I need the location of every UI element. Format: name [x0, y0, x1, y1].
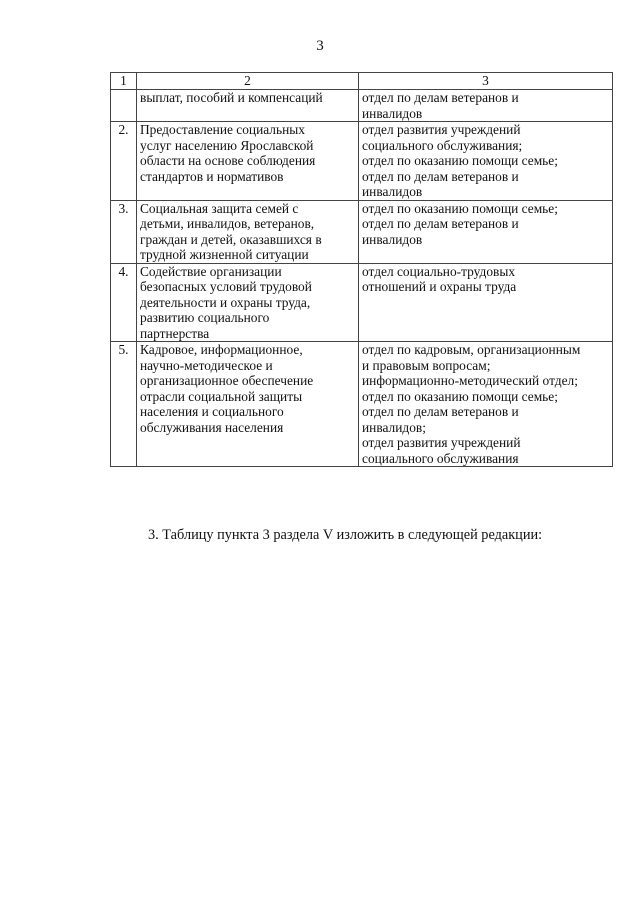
row-departments: отдел социально-трудовых отношений и охраны труда	[359, 263, 613, 342]
row-number: 3.	[111, 200, 137, 263]
row-number: 4.	[111, 263, 137, 342]
table-row	[111, 200, 613, 263]
row-number	[111, 90, 137, 122]
row-description: выплат, пособий и компенсаций	[137, 90, 359, 122]
row-departments: отдел по оказанию помощи семье; отдел по делам ветеранов и инвалидов	[359, 200, 613, 263]
header-cell: 1	[111, 73, 137, 90]
row-number: 2.	[111, 122, 137, 201]
row-description: Содействие организации безопасных условий трудовой деятельности и охраны труда, развитию социального партнерства	[137, 263, 359, 342]
amendment-paragraph: 3. Таблицу пункта 3 раздела V изложить в следующей редакции:	[148, 527, 543, 543]
row-departments: отдел по кадровым, организационным и правовым вопросам; информационно-методический отдел; отдел по оказанию помощи семье; отдел по делам ветеранов и инвалидов; отдел развития учреждений социального обслуживания	[359, 342, 613, 467]
table-header-row	[111, 73, 613, 90]
header-cell: 3	[359, 73, 613, 90]
row-description: Предоставление социальных услуг населению Ярославской области на основе соблюдения стандартов и нормативов	[137, 122, 359, 201]
row-departments: отдел развития учреждений социального обслуживания; отдел по оказанию помощи семье; отдел по делам ветеранов и инвалидов	[359, 122, 613, 201]
table-row	[111, 90, 613, 122]
header-cell: 2	[137, 73, 359, 90]
table-row	[111, 263, 613, 342]
row-number: 5.	[111, 342, 137, 467]
departments-table	[110, 72, 613, 467]
table-row	[111, 122, 613, 201]
row-description: Кадровое, информационное, научно-методическое и организационное обеспечение отрасли социальной защиты населения и социального обслуживания населения	[137, 342, 359, 467]
row-description: Социальная защита семей с детьми, инвалидов, ветеранов, граждан и детей, оказавшихся в трудной жизненной ситуации	[137, 200, 359, 263]
table-row	[111, 342, 613, 467]
row-departments: отдел по делам ветеранов и инвалидов	[359, 90, 613, 122]
page-number: 3	[316, 38, 324, 54]
